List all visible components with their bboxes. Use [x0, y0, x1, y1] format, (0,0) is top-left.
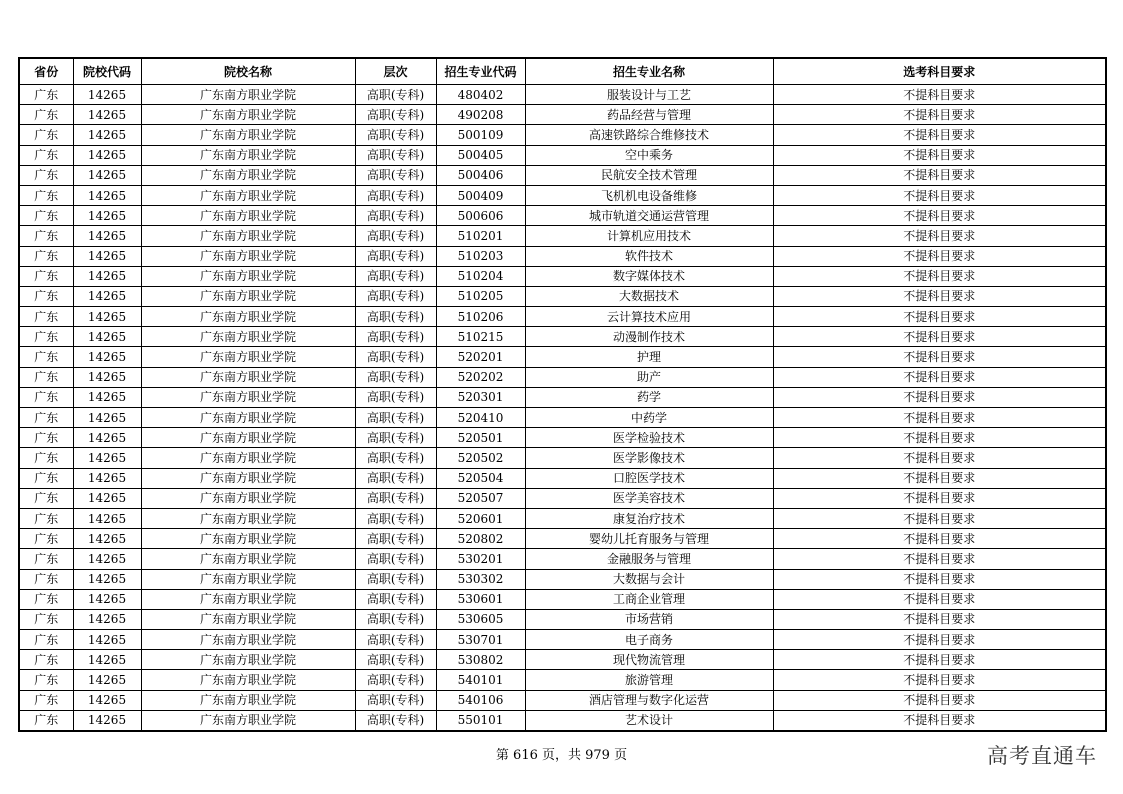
- cell-major-name: 药品经营与管理: [525, 105, 773, 125]
- cell-major-name: 医学美容技术: [525, 488, 773, 508]
- cell-major-code: 520507: [436, 488, 525, 508]
- cell-school-code: 14265: [73, 347, 141, 367]
- cell-school-name: 广东南方职业学院: [141, 670, 355, 690]
- table-row: [19, 226, 1106, 246]
- cell-level: 高职(专科): [355, 508, 436, 528]
- table-row: [19, 307, 1106, 327]
- cell-major-name: 高速铁路综合维修技术: [525, 125, 773, 145]
- cell-province: 广东: [19, 569, 73, 589]
- cell-subject-requirement: 不提科目要求: [773, 670, 1106, 690]
- cell-major-name: 云计算技术应用: [525, 307, 773, 327]
- cell-subject-requirement: 不提科目要求: [773, 650, 1106, 670]
- cell-major-name: 数字媒体技术: [525, 266, 773, 286]
- cell-school-name: 广东南方职业学院: [141, 125, 355, 145]
- cell-province: 广东: [19, 185, 73, 205]
- cell-school-name: 广东南方职业学院: [141, 630, 355, 650]
- cell-school-code: 14265: [73, 125, 141, 145]
- cell-subject-requirement: 不提科目要求: [773, 266, 1106, 286]
- cell-subject-requirement: 不提科目要求: [773, 710, 1106, 731]
- cell-school-code: 14265: [73, 428, 141, 448]
- cell-level: 高职(专科): [355, 670, 436, 690]
- cell-subject-requirement: 不提科目要求: [773, 488, 1106, 508]
- table-row: [19, 165, 1106, 185]
- cell-subject-requirement: 不提科目要求: [773, 226, 1106, 246]
- header-level: 层次: [355, 58, 436, 85]
- cell-level: 高职(专科): [355, 266, 436, 286]
- cell-school-name: 广东南方职业学院: [141, 428, 355, 448]
- table-row: [19, 105, 1106, 125]
- cell-major-name: 服装设计与工艺: [525, 85, 773, 105]
- cell-province: 广东: [19, 145, 73, 165]
- cell-major-name: 婴幼儿托育服务与管理: [525, 529, 773, 549]
- cell-school-name: 广东南方职业学院: [141, 549, 355, 569]
- table-row: [19, 125, 1106, 145]
- cell-major-code: 520802: [436, 529, 525, 549]
- cell-subject-requirement: 不提科目要求: [773, 589, 1106, 609]
- header-school-name: 院校名称: [141, 58, 355, 85]
- cell-school-code: 14265: [73, 690, 141, 710]
- cell-level: 高职(专科): [355, 327, 436, 347]
- cell-major-name: 中药学: [525, 408, 773, 428]
- cell-major-code: 530601: [436, 589, 525, 609]
- cell-major-code: 500409: [436, 185, 525, 205]
- cell-school-code: 14265: [73, 468, 141, 488]
- cell-subject-requirement: 不提科目要求: [773, 85, 1106, 105]
- cell-school-code: 14265: [73, 286, 141, 306]
- table-row: [19, 488, 1106, 508]
- cell-level: 高职(专科): [355, 488, 436, 508]
- table-row: [19, 569, 1106, 589]
- cell-subject-requirement: 不提科目要求: [773, 145, 1106, 165]
- cell-level: 高职(专科): [355, 529, 436, 549]
- cell-major-code: 530605: [436, 609, 525, 629]
- cell-school-name: 广东南方职业学院: [141, 569, 355, 589]
- cell-subject-requirement: 不提科目要求: [773, 347, 1106, 367]
- cell-province: 广东: [19, 670, 73, 690]
- cell-school-name: 广东南方职业学院: [141, 246, 355, 266]
- cell-major-code: 550101: [436, 710, 525, 731]
- cell-subject-requirement: 不提科目要求: [773, 367, 1106, 387]
- page-number: 第 616 页，共 979 页: [495, 748, 628, 763]
- cell-province: 广东: [19, 690, 73, 710]
- cell-level: 高职(专科): [355, 408, 436, 428]
- cell-level: 高职(专科): [355, 226, 436, 246]
- cell-level: 高职(专科): [355, 589, 436, 609]
- cell-major-name: 医学影像技术: [525, 448, 773, 468]
- cell-major-code: 500109: [436, 125, 525, 145]
- cell-province: 广东: [19, 367, 73, 387]
- table-row: [19, 286, 1106, 306]
- table-row: [19, 387, 1106, 407]
- cell-school-name: 广东南方职业学院: [141, 347, 355, 367]
- cell-subject-requirement: 不提科目要求: [773, 246, 1106, 266]
- table-row: [19, 428, 1106, 448]
- cell-school-name: 广东南方职业学院: [141, 307, 355, 327]
- cell-province: 广东: [19, 226, 73, 246]
- cell-major-name: 助产: [525, 367, 773, 387]
- cell-school-name: 广东南方职业学院: [141, 165, 355, 185]
- cell-school-code: 14265: [73, 448, 141, 468]
- cell-level: 高职(专科): [355, 468, 436, 488]
- cell-major-code: 510203: [436, 246, 525, 266]
- cell-school-code: 14265: [73, 508, 141, 528]
- cell-major-name: 动漫制作技术: [525, 327, 773, 347]
- table-header-row: [19, 58, 1106, 85]
- cell-major-code: 510205: [436, 286, 525, 306]
- table-row: [19, 589, 1106, 609]
- cell-school-name: 广东南方职业学院: [141, 185, 355, 205]
- cell-level: 高职(专科): [355, 630, 436, 650]
- cell-major-name: 金融服务与管理: [525, 549, 773, 569]
- watermark-logo-text: 高考直通车: [987, 744, 1097, 768]
- cell-major-name: 口腔医学技术: [525, 468, 773, 488]
- cell-major-code: 500406: [436, 165, 525, 185]
- cell-province: 广东: [19, 589, 73, 609]
- cell-level: 高职(专科): [355, 387, 436, 407]
- cell-subject-requirement: 不提科目要求: [773, 630, 1106, 650]
- cell-major-code: 520502: [436, 448, 525, 468]
- cell-school-name: 广东南方职业学院: [141, 85, 355, 105]
- cell-major-code: 530302: [436, 569, 525, 589]
- admissions-table-container: [18, 57, 1105, 732]
- cell-major-code: 540106: [436, 690, 525, 710]
- cell-school-code: 14265: [73, 670, 141, 690]
- table-row: [19, 367, 1106, 387]
- cell-province: 广东: [19, 609, 73, 629]
- cell-subject-requirement: 不提科目要求: [773, 165, 1106, 185]
- cell-subject-requirement: 不提科目要求: [773, 307, 1106, 327]
- header-major-code: 招生专业代码: [436, 58, 525, 85]
- cell-subject-requirement: 不提科目要求: [773, 448, 1106, 468]
- cell-subject-requirement: 不提科目要求: [773, 508, 1106, 528]
- cell-school-name: 广东南方职业学院: [141, 145, 355, 165]
- cell-major-name: 医学检验技术: [525, 428, 773, 448]
- cell-school-code: 14265: [73, 145, 141, 165]
- cell-subject-requirement: 不提科目要求: [773, 529, 1106, 549]
- cell-school-code: 14265: [73, 206, 141, 226]
- cell-major-code: 520501: [436, 428, 525, 448]
- cell-major-name: 空中乘务: [525, 145, 773, 165]
- cell-school-name: 广东南方职业学院: [141, 226, 355, 246]
- header-school-code: 院校代码: [73, 58, 141, 85]
- cell-school-code: 14265: [73, 710, 141, 731]
- cell-province: 广东: [19, 246, 73, 266]
- cell-level: 高职(专科): [355, 650, 436, 670]
- table-row: [19, 529, 1106, 549]
- cell-school-code: 14265: [73, 85, 141, 105]
- cell-school-code: 14265: [73, 529, 141, 549]
- cell-level: 高职(专科): [355, 428, 436, 448]
- cell-major-name: 飞机机电设备维修: [525, 185, 773, 205]
- cell-level: 高职(专科): [355, 448, 436, 468]
- cell-school-name: 广东南方职业学院: [141, 206, 355, 226]
- cell-major-name: 大数据技术: [525, 286, 773, 306]
- cell-province: 广东: [19, 266, 73, 286]
- table-row: [19, 327, 1106, 347]
- table-row: [19, 145, 1106, 165]
- cell-major-code: 500606: [436, 206, 525, 226]
- cell-school-name: 广东南方职业学院: [141, 609, 355, 629]
- cell-major-code: 480402: [436, 85, 525, 105]
- cell-level: 高职(专科): [355, 185, 436, 205]
- table-row: [19, 508, 1106, 528]
- cell-school-name: 广东南方职业学院: [141, 387, 355, 407]
- cell-major-code: 520301: [436, 387, 525, 407]
- cell-school-code: 14265: [73, 630, 141, 650]
- cell-subject-requirement: 不提科目要求: [773, 408, 1106, 428]
- cell-major-code: 510215: [436, 327, 525, 347]
- cell-province: 广东: [19, 286, 73, 306]
- cell-major-code: 510201: [436, 226, 525, 246]
- table-row: [19, 670, 1106, 690]
- cell-school-code: 14265: [73, 488, 141, 508]
- cell-province: 广东: [19, 85, 73, 105]
- cell-major-code: 540101: [436, 670, 525, 690]
- cell-major-name: 护理: [525, 347, 773, 367]
- cell-major-name: 市场营销: [525, 609, 773, 629]
- cell-level: 高职(专科): [355, 549, 436, 569]
- cell-school-code: 14265: [73, 589, 141, 609]
- cell-level: 高职(专科): [355, 125, 436, 145]
- table-row: [19, 266, 1106, 286]
- header-province: 省份: [19, 58, 73, 85]
- cell-major-name: 城市轨道交通运营管理: [525, 206, 773, 226]
- cell-school-name: 广东南方职业学院: [141, 529, 355, 549]
- table-row: [19, 609, 1106, 629]
- cell-subject-requirement: 不提科目要求: [773, 206, 1106, 226]
- cell-province: 广东: [19, 650, 73, 670]
- table-row: [19, 246, 1106, 266]
- admissions-table: [18, 57, 1107, 732]
- cell-major-name: 康复治疗技术: [525, 508, 773, 528]
- cell-school-name: 广东南方职业学院: [141, 589, 355, 609]
- cell-school-code: 14265: [73, 408, 141, 428]
- cell-major-name: 药学: [525, 387, 773, 407]
- cell-school-code: 14265: [73, 569, 141, 589]
- cell-school-name: 广东南方职业学院: [141, 468, 355, 488]
- table-row: [19, 408, 1106, 428]
- cell-major-name: 民航安全技术管理: [525, 165, 773, 185]
- cell-major-name: 计算机应用技术: [525, 226, 773, 246]
- cell-school-code: 14265: [73, 387, 141, 407]
- cell-school-code: 14265: [73, 327, 141, 347]
- cell-subject-requirement: 不提科目要求: [773, 428, 1106, 448]
- cell-major-code: 520202: [436, 367, 525, 387]
- cell-level: 高职(专科): [355, 307, 436, 327]
- cell-major-name: 大数据与会计: [525, 569, 773, 589]
- header-subject-requirement: 选考科目要求: [773, 58, 1106, 85]
- cell-province: 广东: [19, 468, 73, 488]
- cell-level: 高职(专科): [355, 246, 436, 266]
- cell-subject-requirement: 不提科目要求: [773, 549, 1106, 569]
- cell-level: 高职(专科): [355, 286, 436, 306]
- cell-school-name: 广东南方职业学院: [141, 266, 355, 286]
- cell-major-code: 490208: [436, 105, 525, 125]
- table-row: [19, 85, 1106, 105]
- cell-province: 广东: [19, 549, 73, 569]
- table-row: [19, 448, 1106, 468]
- cell-province: 广东: [19, 408, 73, 428]
- cell-level: 高职(专科): [355, 367, 436, 387]
- cell-school-code: 14265: [73, 307, 141, 327]
- cell-subject-requirement: 不提科目要求: [773, 286, 1106, 306]
- cell-major-name: 艺术设计: [525, 710, 773, 731]
- cell-level: 高职(专科): [355, 85, 436, 105]
- table-row: [19, 185, 1106, 205]
- cell-school-code: 14265: [73, 650, 141, 670]
- cell-school-name: 广东南方职业学院: [141, 650, 355, 670]
- cell-school-name: 广东南方职业学院: [141, 327, 355, 347]
- cell-province: 广东: [19, 327, 73, 347]
- cell-province: 广东: [19, 529, 73, 549]
- cell-subject-requirement: 不提科目要求: [773, 327, 1106, 347]
- cell-subject-requirement: 不提科目要求: [773, 569, 1106, 589]
- cell-province: 广东: [19, 630, 73, 650]
- cell-school-code: 14265: [73, 246, 141, 266]
- cell-school-name: 广东南方职业学院: [141, 710, 355, 731]
- cell-major-name: 工商企业管理: [525, 589, 773, 609]
- cell-level: 高职(专科): [355, 609, 436, 629]
- cell-province: 广东: [19, 206, 73, 226]
- cell-school-code: 14265: [73, 266, 141, 286]
- cell-province: 广东: [19, 508, 73, 528]
- cell-province: 广东: [19, 165, 73, 185]
- cell-school-code: 14265: [73, 105, 141, 125]
- cell-school-name: 广东南方职业学院: [141, 367, 355, 387]
- cell-subject-requirement: 不提科目要求: [773, 690, 1106, 710]
- cell-subject-requirement: 不提科目要求: [773, 125, 1106, 145]
- cell-level: 高职(专科): [355, 569, 436, 589]
- cell-province: 广东: [19, 125, 73, 145]
- cell-school-code: 14265: [73, 549, 141, 569]
- table-row: [19, 630, 1106, 650]
- cell-school-name: 广东南方职业学院: [141, 286, 355, 306]
- cell-level: 高职(专科): [355, 347, 436, 367]
- cell-major-code: 510206: [436, 307, 525, 327]
- cell-province: 广东: [19, 347, 73, 367]
- cell-school-code: 14265: [73, 609, 141, 629]
- cell-subject-requirement: 不提科目要求: [773, 609, 1106, 629]
- cell-school-name: 广东南方职业学院: [141, 690, 355, 710]
- cell-province: 广东: [19, 448, 73, 468]
- cell-subject-requirement: 不提科目要求: [773, 387, 1106, 407]
- cell-province: 广东: [19, 307, 73, 327]
- table-row: [19, 710, 1106, 731]
- table-row: [19, 468, 1106, 488]
- table-row: [19, 650, 1106, 670]
- cell-major-name: 旅游管理: [525, 670, 773, 690]
- cell-school-name: 广东南方职业学院: [141, 508, 355, 528]
- cell-level: 高职(专科): [355, 206, 436, 226]
- cell-major-code: 520601: [436, 508, 525, 528]
- cell-major-code: 530201: [436, 549, 525, 569]
- table-body: [19, 85, 1106, 732]
- table-row: [19, 549, 1106, 569]
- cell-major-code: 530802: [436, 650, 525, 670]
- cell-province: 广东: [19, 428, 73, 448]
- cell-level: 高职(专科): [355, 710, 436, 731]
- cell-major-code: 520504: [436, 468, 525, 488]
- cell-major-name: 酒店管理与数字化运营: [525, 690, 773, 710]
- cell-major-code: 510204: [436, 266, 525, 286]
- cell-school-code: 14265: [73, 165, 141, 185]
- cell-major-code: 520410: [436, 408, 525, 428]
- cell-school-name: 广东南方职业学院: [141, 488, 355, 508]
- cell-level: 高职(专科): [355, 105, 436, 125]
- cell-subject-requirement: 不提科目要求: [773, 468, 1106, 488]
- cell-major-name: 软件技术: [525, 246, 773, 266]
- table-row: [19, 347, 1106, 367]
- cell-school-name: 广东南方职业学院: [141, 408, 355, 428]
- cell-major-code: 530701: [436, 630, 525, 650]
- cell-province: 广东: [19, 105, 73, 125]
- cell-major-name: 电子商务: [525, 630, 773, 650]
- cell-school-name: 广东南方职业学院: [141, 448, 355, 468]
- cell-subject-requirement: 不提科目要求: [773, 105, 1106, 125]
- cell-province: 广东: [19, 387, 73, 407]
- cell-subject-requirement: 不提科目要求: [773, 185, 1106, 205]
- table-row: [19, 690, 1106, 710]
- cell-school-name: 广东南方职业学院: [141, 105, 355, 125]
- cell-school-code: 14265: [73, 185, 141, 205]
- cell-major-code: 520201: [436, 347, 525, 367]
- cell-level: 高职(专科): [355, 165, 436, 185]
- cell-school-code: 14265: [73, 367, 141, 387]
- cell-level: 高职(专科): [355, 145, 436, 165]
- cell-major-name: 现代物流管理: [525, 650, 773, 670]
- cell-level: 高职(专科): [355, 690, 436, 710]
- cell-province: 广东: [19, 488, 73, 508]
- header-major-name: 招生专业名称: [525, 58, 773, 85]
- table-row: [19, 206, 1106, 226]
- cell-school-code: 14265: [73, 226, 141, 246]
- cell-major-code: 500405: [436, 145, 525, 165]
- cell-province: 广东: [19, 710, 73, 731]
